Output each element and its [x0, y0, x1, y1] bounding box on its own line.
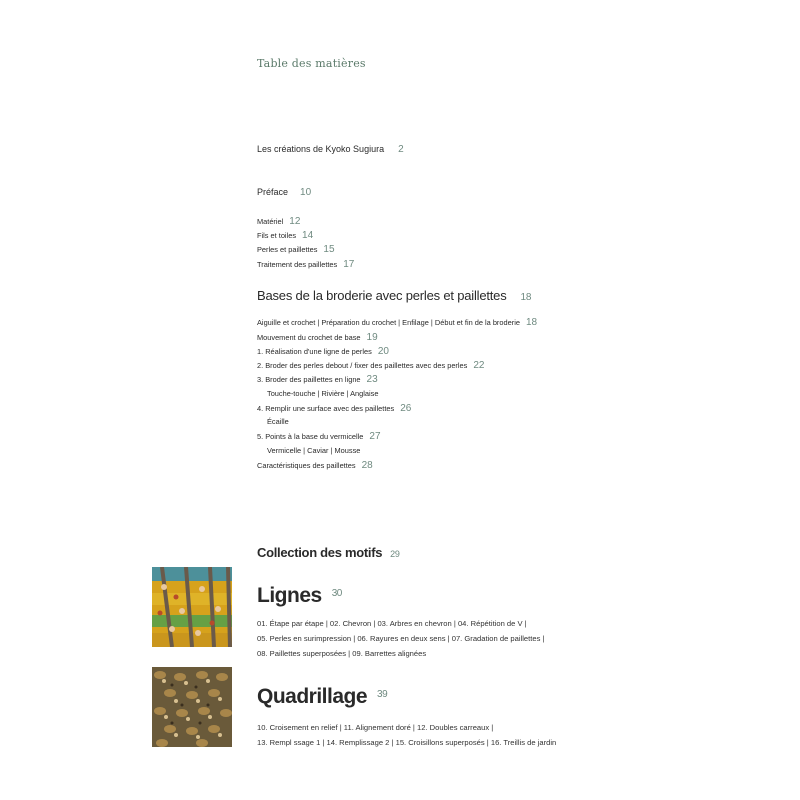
toc-entry-bases-7[interactable]: [257, 431, 381, 442]
entry-label: Caractéristiques des paillettes: [257, 461, 356, 470]
section-title: Collection des motifs: [257, 545, 383, 560]
quadrillage-motif-line-1: 10. Croisement en relief | 11. Alignement doré | 12. Doubles carreaux |: [257, 723, 494, 732]
entry-label: Préface: [257, 187, 289, 197]
section-title: Bases de la broderie avec perles et paillettes: [257, 288, 507, 303]
entry-page: 27: [369, 431, 381, 442]
entry-label: Aiguille et crochet | Préparation du crochet | Enfilage | Début et fin de la broderie: [257, 318, 520, 327]
section-title: Lignes: [257, 584, 322, 607]
entry-label: 4. Remplir une surface avec des paillettes: [257, 404, 395, 413]
section-heading-quadrillage[interactable]: [257, 685, 387, 709]
entry-page: 18: [525, 317, 538, 328]
section-heading-collection[interactable]: [257, 545, 400, 560]
section-heading-bases[interactable]: [257, 288, 531, 303]
toc-entry-bases-3[interactable]: [257, 346, 389, 357]
entry-page: 14: [302, 230, 314, 241]
toc-entry-fils[interactable]: [257, 230, 313, 241]
toc-entry-traitement[interactable]: [257, 259, 354, 270]
entry-label: Mouvement du crochet de base: [257, 333, 361, 342]
section-page: 39: [377, 689, 388, 700]
section-page: 29: [390, 549, 400, 559]
toc-entry-perles[interactable]: [257, 244, 335, 255]
lignes-motif-line-2: 05. Perles en surimpression | 06. Rayures en deux sens | 07. Gradation de paillettes |: [257, 634, 545, 643]
entry-label: 2. Broder des perles debout / fixer des paillettes avec des perles: [257, 361, 468, 370]
entry-label: Traitement des paillettes: [257, 260, 338, 269]
entry-page: 15: [323, 244, 335, 255]
entry-label: Fils et toiles: [257, 231, 297, 240]
entry-label: Perles et paillettes: [257, 245, 318, 254]
section-heading-lignes[interactable]: [257, 584, 342, 608]
entry-label: Matériel: [257, 217, 284, 226]
toc-entry-bases-1[interactable]: [257, 317, 537, 328]
entry-page: 12: [289, 216, 301, 227]
toc-entry-bases-5[interactable]: [257, 374, 378, 385]
entry-page: 2: [398, 144, 404, 155]
entry-label: Écaille: [267, 417, 289, 426]
lignes-motif-line-1: 01. Étape par étape | 02. Chevron | 03. Arbres en chevron | 04. Répétition de V |: [257, 619, 527, 628]
toc-subentry-bases-6: [257, 417, 289, 426]
toc-subentry-bases-5: [257, 389, 378, 398]
toc-entry-preface[interactable]: [257, 187, 311, 198]
toc-entry-materiel[interactable]: [257, 216, 300, 227]
toc-entry-bases-4[interactable]: [257, 360, 484, 371]
section-page: 30: [331, 588, 342, 599]
entry-label: 1. Réalisation d'une ligne de perles: [257, 347, 372, 356]
entry-label: 5. Points à la base du vermicelle: [257, 432, 364, 441]
toc-subentry-bases-7: [257, 446, 360, 455]
lignes-thumbnail-image: [152, 567, 232, 647]
toc-entry-creations[interactable]: [257, 144, 404, 155]
section-page: 18: [520, 292, 532, 303]
entry-page: 28: [361, 460, 373, 471]
toc-entry-bases-2[interactable]: [257, 332, 378, 343]
toc-title: Table des matières: [257, 57, 366, 70]
entry-page: 17: [343, 259, 355, 270]
quadrillage-thumbnail-image: [152, 667, 232, 747]
entry-page: 10: [300, 187, 312, 198]
entry-page: 22: [473, 360, 485, 371]
entry-label: 3. Broder des paillettes en ligne: [257, 375, 361, 384]
entry-page: 23: [366, 374, 378, 385]
entry-label: Vermicelle | Caviar | Mousse: [267, 446, 361, 455]
entry-page: 20: [377, 346, 389, 357]
toc-entry-bases-8[interactable]: [257, 460, 373, 471]
entry-label: Les créations de Kyoko Sugiura: [257, 144, 385, 154]
quadrillage-motif-line-2: 13. Rempl ssage 1 | 14. Remplissage 2 | 15. Croisillons superposés | 16. Treillis de jardin: [257, 738, 557, 747]
entry-page: 19: [366, 332, 378, 343]
section-title: Quadrillage: [257, 685, 368, 708]
lignes-motif-line-3: 08. Paillettes superposées | 09. Barrettes alignées: [257, 649, 427, 658]
entry-page: 26: [400, 403, 412, 414]
toc-entry-bases-6[interactable]: [257, 403, 411, 414]
entry-label: Touche-touche | Rivière | Anglaise: [267, 389, 379, 398]
